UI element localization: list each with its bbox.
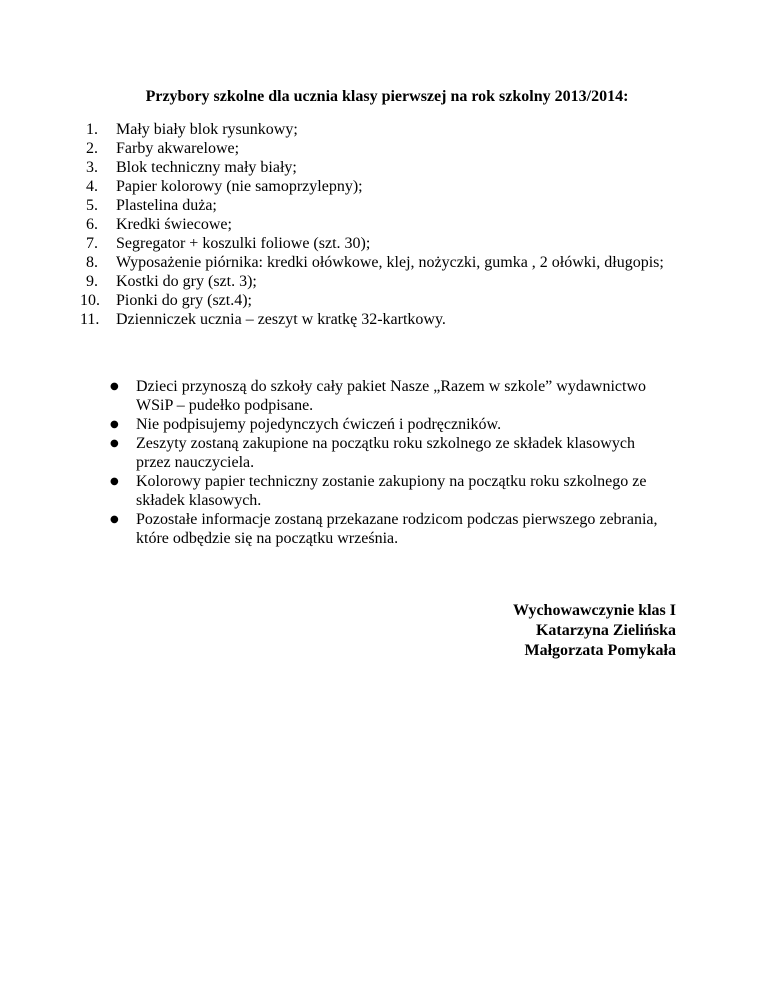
item-number: 9.: [86, 273, 98, 290]
list-item: [86, 272, 686, 291]
list-item: [86, 253, 686, 272]
note-text: Dzieci przynoszą do szkoły cały pakiet Nasze „Razem w szkole” wydawnictwo WSiP – pudełko podpisane.: [136, 378, 647, 414]
item-number: 4.: [86, 178, 98, 195]
note-item: [110, 415, 670, 434]
note-item: [110, 434, 670, 472]
list-item: [86, 158, 686, 177]
item-text: Dzienniczek ucznia – zeszyt w kratkę 32-kartkowy.: [116, 311, 446, 328]
list-item: [86, 234, 686, 253]
signature-role: Wychowawczynie klas I: [513, 602, 676, 619]
bullet-icon: ●: [110, 514, 119, 525]
note-text: Pozostałe informacje zostaną przekazane rodzicom podczas pierwszego zebrania, które odbędzie się na początku września.: [136, 511, 658, 547]
item-text: Wyposażenie piórnika: kredki ołówkowe, klej, nożyczki, gumka , 2 ołówki, długopis;: [116, 254, 664, 271]
signature-name: Katarzyna Zielińska: [535, 622, 676, 639]
item-number: 2.: [86, 140, 98, 157]
signature-name: Małgorzata Pomykała: [524, 642, 676, 659]
list-item: [86, 177, 686, 196]
page-title: Przybory szkolne dla ucznia klasy pierwszej na rok szkolny 2013/2014:: [145, 88, 629, 105]
bullet-icon: ●: [110, 419, 119, 430]
note-text: Nie podpisujemy pojedynczych ćwiczeń i podręczników.: [136, 416, 502, 433]
note-item: [110, 472, 670, 510]
item-number: 6.: [86, 216, 98, 233]
item-text: Mały biały blok rysunkowy;: [116, 121, 298, 138]
supplies-list: [80, 120, 686, 329]
item-number: 11.: [80, 311, 100, 328]
note-item: [110, 510, 670, 548]
item-text: Segregator + koszulki foliowe (szt. 30);: [116, 235, 371, 252]
item-number: 10.: [80, 292, 100, 309]
note-item: [110, 377, 670, 415]
item-text: Kostki do gry (szt. 3);: [116, 273, 257, 290]
note-text: Zeszyty zostaną zakupione na początku roku szkolnego ze składek klasowych przez nauczyciela.: [136, 435, 635, 471]
list-item: [86, 215, 686, 234]
item-number: 8.: [86, 254, 98, 271]
item-number: 3.: [86, 159, 98, 176]
item-text: Farby akwarelowe;: [116, 140, 240, 157]
item-text: Blok techniczny mały biały;: [116, 159, 297, 176]
item-text: Pionki do gry (szt.4);: [116, 292, 252, 309]
signature-block: [513, 601, 676, 661]
item-text: Plastelina duża;: [116, 197, 217, 214]
list-item: [80, 291, 686, 310]
item-number: 1.: [86, 121, 98, 138]
list-item: [86, 139, 686, 158]
note-text: Kolorowy papier techniczny zostanie zakupiony na początku roku szkolnego ze składek klasowych.: [136, 473, 647, 509]
bullet-icon: ●: [110, 381, 119, 392]
item-text: Kredki świecowe;: [116, 216, 232, 233]
bullet-icon: ●: [110, 476, 119, 487]
bullet-icon: ●: [110, 438, 119, 449]
item-number: 7.: [86, 235, 98, 252]
list-item: [80, 310, 686, 329]
item-text: Papier kolorowy (nie samoprzylepny);: [116, 178, 363, 195]
list-item: [86, 120, 686, 139]
item-number: 5.: [86, 197, 98, 214]
list-item: [86, 196, 686, 215]
notes-list: [110, 377, 670, 548]
